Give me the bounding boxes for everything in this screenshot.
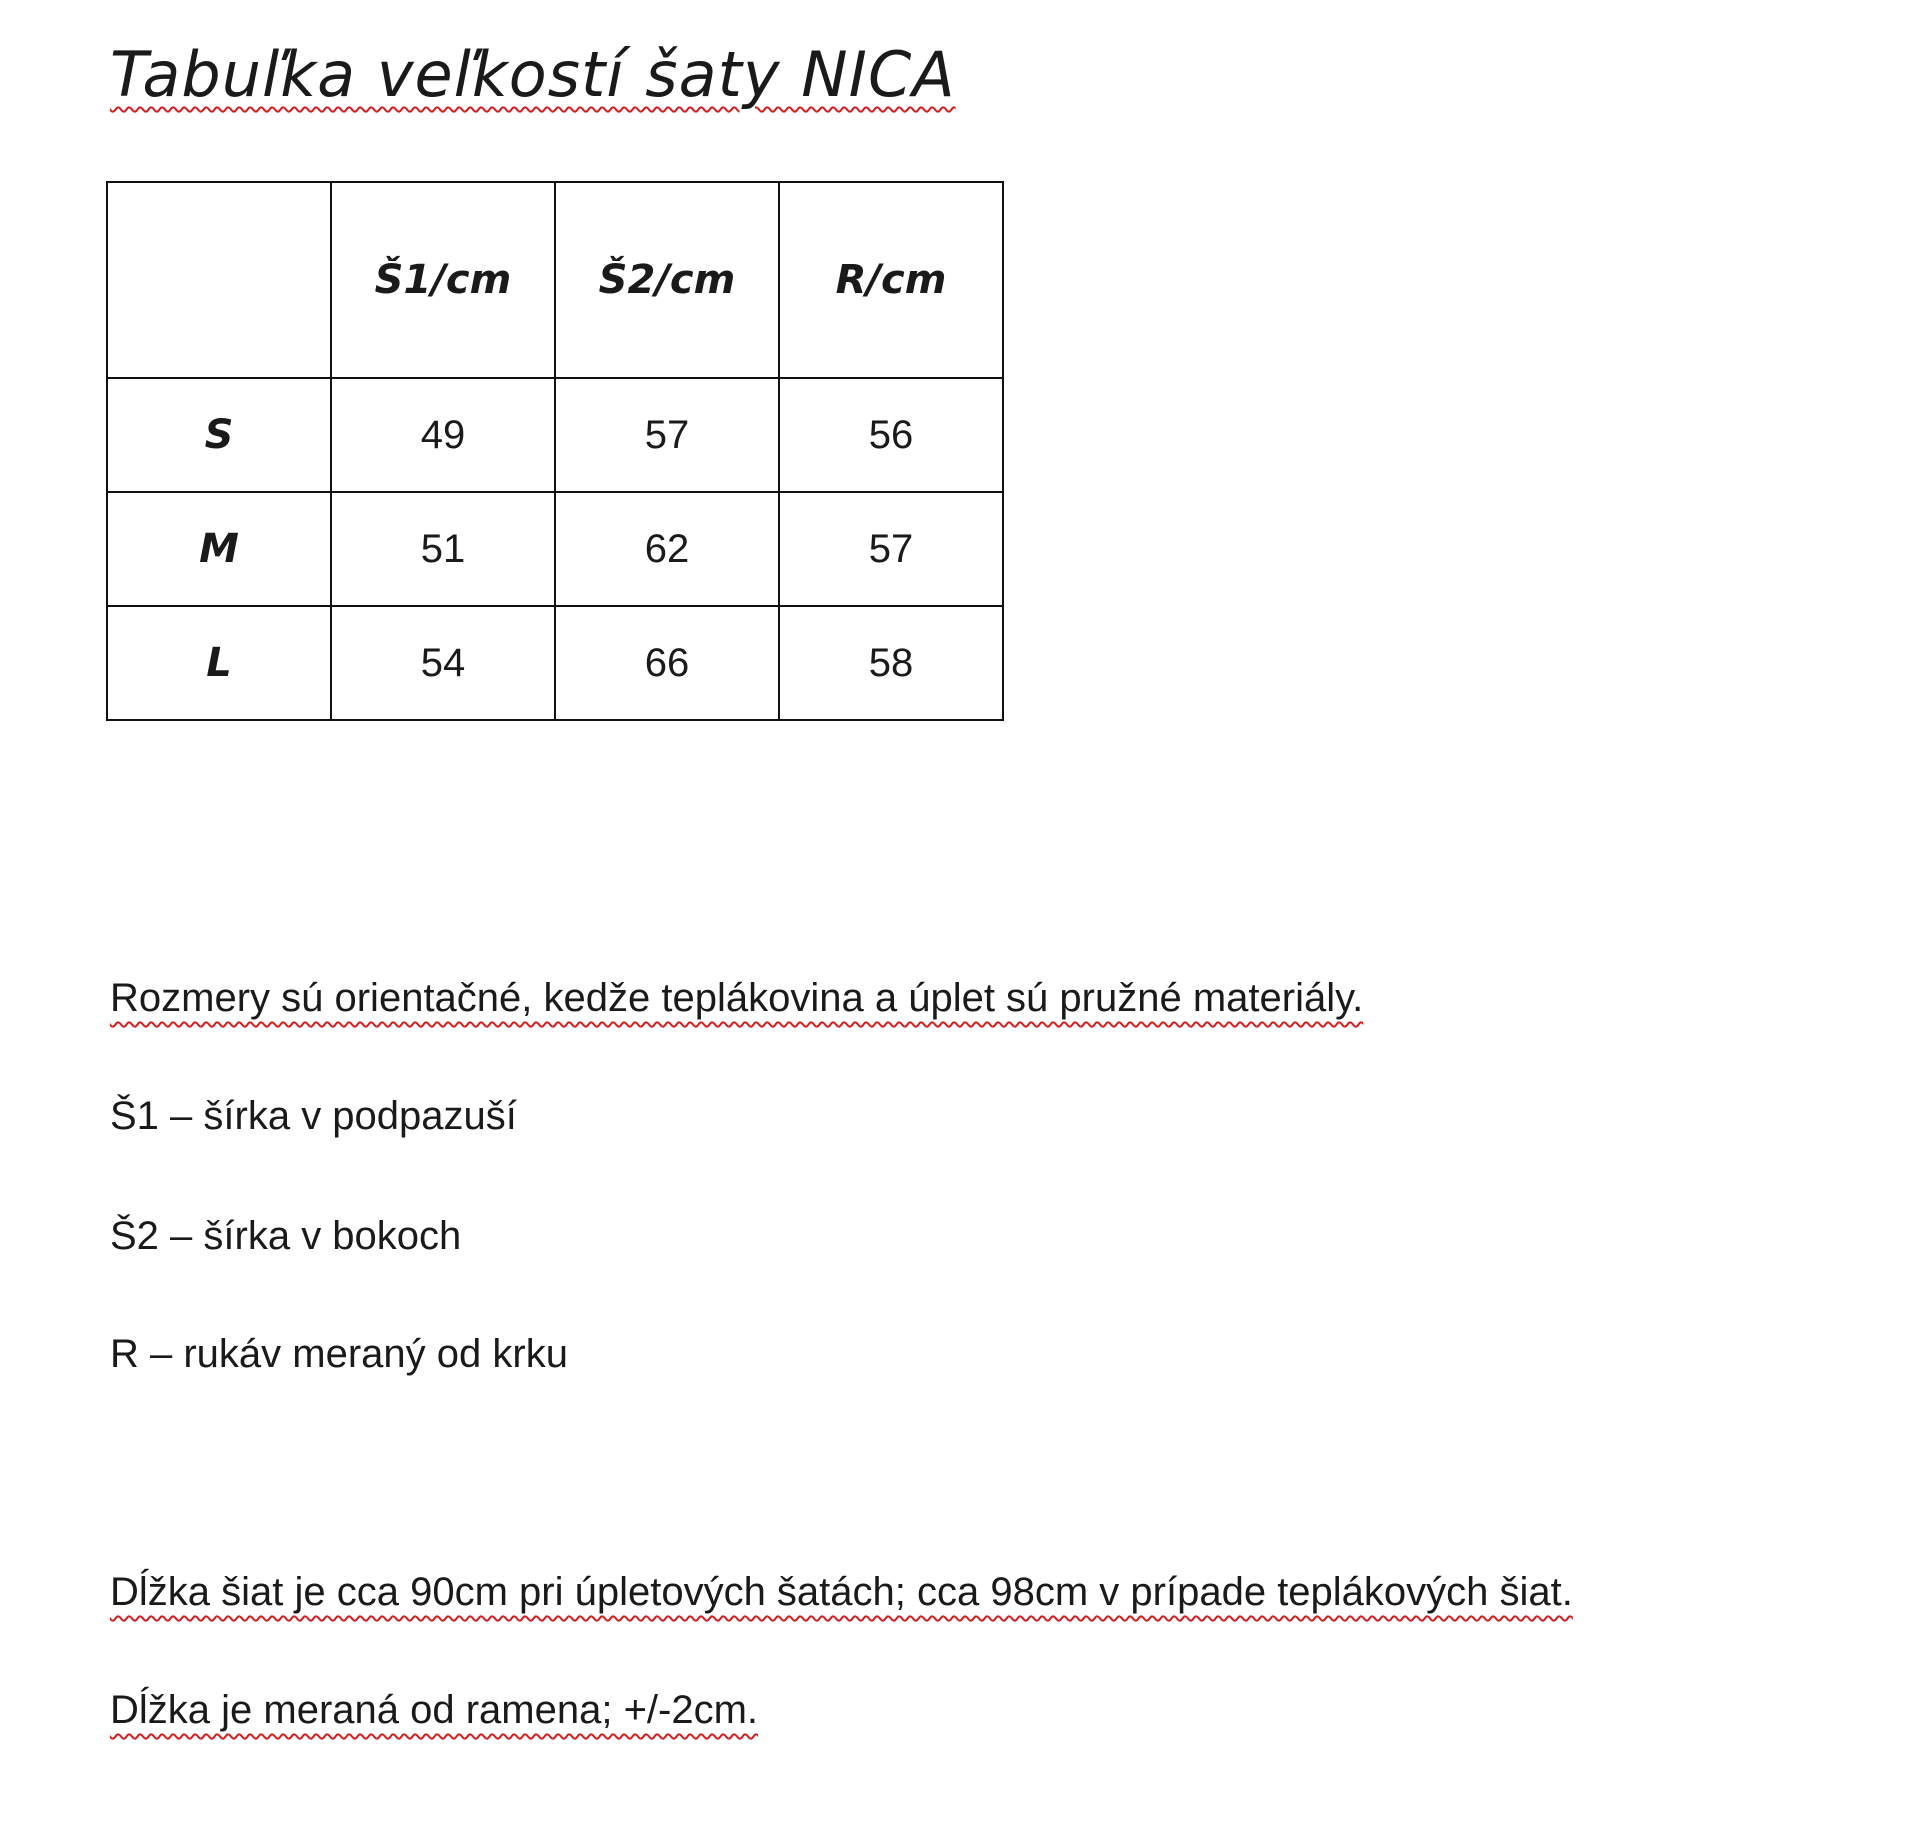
table-row-s xyxy=(107,378,1003,492)
cell-s1: 54 xyxy=(331,606,555,720)
size-label: M xyxy=(107,492,331,606)
size-label: S xyxy=(107,378,331,492)
cell-s2: 66 xyxy=(555,606,779,720)
table-header-row xyxy=(107,182,1003,378)
cell-r: 58 xyxy=(779,606,1003,720)
cell-r: 56 xyxy=(779,378,1003,492)
legend-s1: Š1 – šírka v podpazuší xyxy=(110,1094,517,1138)
cell-s2: 57 xyxy=(555,378,779,492)
page-title: Tabuľka veľkostí šaty NICA xyxy=(110,38,956,111)
cell-r: 57 xyxy=(779,492,1003,606)
header-corner-cell xyxy=(107,182,331,378)
cell-s1: 49 xyxy=(331,378,555,492)
legend-r: R – rukáv meraný od krku xyxy=(110,1332,568,1376)
cell-s1: 51 xyxy=(331,492,555,606)
size-table xyxy=(106,181,1004,721)
header-r: R/cm xyxy=(779,182,1003,378)
size-label: L xyxy=(107,606,331,720)
header-s1: Š1/cm xyxy=(331,182,555,378)
measured-note: Dĺžka je meraná od ramena; +/-2cm. xyxy=(110,1688,759,1732)
cell-s2: 62 xyxy=(555,492,779,606)
table-row-m xyxy=(107,492,1003,606)
header-s2: Š2/cm xyxy=(555,182,779,378)
disclaimer-text: Rozmery sú orientačné, kedže teplákovina a úplet sú pružné materiály. xyxy=(110,976,1364,1020)
legend-s2: Š2 – šírka v bokoch xyxy=(110,1214,462,1258)
table-row-l xyxy=(107,606,1003,720)
length-note: Dĺžka šiat je cca 90cm pri úpletových šatách; cca 98cm v prípade teplákových šiat. xyxy=(110,1570,1573,1614)
